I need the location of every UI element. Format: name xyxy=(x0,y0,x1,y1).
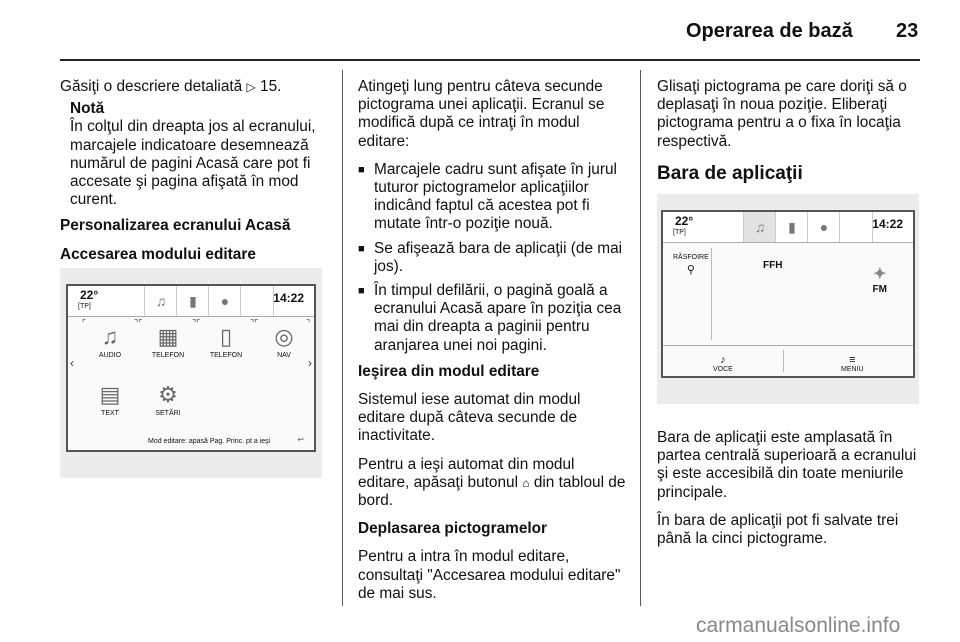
phone-icon: ▮ xyxy=(176,286,209,316)
voice-icon: ♪ xyxy=(720,354,726,366)
back-icon: ↩ xyxy=(297,435,304,444)
frame-marker: ⌝ xyxy=(306,318,311,328)
tile-audio xyxy=(84,322,136,370)
intro-ref-page: 15. xyxy=(260,78,282,95)
edit-mode-intro: Atingeţi lung pentru câteva secunde pictograma unei aplicaţii. Ecranul se modifică după ce intraţi în modul editare: xyxy=(358,78,605,150)
tile-label: TEXT xyxy=(101,410,119,417)
note-title: Notă xyxy=(70,100,105,118)
tile-label: TELEFON xyxy=(151,352,185,359)
frame-marker: ⌜ xyxy=(82,318,87,328)
exit-paragraph-1: Sistemul iese automat din modul editare după câteva secunde de inactivitate. xyxy=(358,391,581,445)
column-divider xyxy=(640,70,641,606)
menu-icon: ≡ xyxy=(849,354,856,366)
radio-wave-icon: ✦ xyxy=(873,266,887,283)
note-block xyxy=(70,100,332,209)
gear-icon: ⚙ xyxy=(158,382,178,407)
bullet-item: ■ În timpul defilării, o pagină goală a ecranului Acasă apare în poziţia cea mai din dreapta a paginii pentru aranjarea unei noi pagini. xyxy=(358,282,626,355)
temperature: 22° xyxy=(675,214,694,228)
scroll-left-icon: ‹ xyxy=(70,356,74,370)
edit-mode-bullets xyxy=(358,161,626,355)
tile-label: SETĂRI xyxy=(155,410,181,417)
exit-text-before: Pentru a ieşi automat din modul editare, apăsaţi butonul xyxy=(358,455,575,491)
band-indicator xyxy=(873,264,887,295)
bullet-item: ■ Marcajele cadru sunt afişate în jurul tuturor pictogramelor aplicaţiilor indicând faptul că acestea pot fi mutate într-o poziţie nouă. xyxy=(358,161,626,234)
column-1 xyxy=(60,78,332,274)
drag-paragraph: Glisaţi pictograma pe care doriţi să o deplasaţi în noua poziţie. Eliberaţi pictograma pentru a o fixa în locaţia respectivă. xyxy=(657,78,907,150)
menu-button xyxy=(841,354,864,373)
tp-indicator: [TP] xyxy=(78,303,91,310)
move-heading: Deplasarea pictogramelor xyxy=(358,520,548,538)
temperature: 22° xyxy=(80,288,99,302)
section-title-app-bar: Bara de aplicaţii xyxy=(657,162,803,184)
search-icon: ⚲ xyxy=(686,264,695,276)
app-bar-screenshot xyxy=(657,194,919,404)
messages-icon: ▤ xyxy=(99,382,121,407)
intro-paragraph xyxy=(60,78,332,96)
heading-personalize: Personalizarea ecranului Acasă xyxy=(60,217,291,235)
menu-label: MENIU xyxy=(841,366,864,373)
panel-divider xyxy=(711,248,712,340)
music-note-icon: ♫ xyxy=(101,324,119,349)
status-bar xyxy=(663,212,913,243)
tp-indicator: [TP] xyxy=(673,229,686,236)
tile-label: TELEFON xyxy=(209,352,243,359)
radio-screen xyxy=(661,210,915,378)
exit-text-after: din tabloul de bord. xyxy=(358,473,626,510)
circle-icon: ● xyxy=(208,286,241,316)
bottom-divider xyxy=(783,350,784,372)
clock: 14:22 xyxy=(273,291,304,305)
header-rule xyxy=(60,59,920,61)
tile-telefon-2 xyxy=(200,322,252,370)
compass-icon: ◎ xyxy=(274,324,294,349)
tile-telefon-1 xyxy=(142,322,194,370)
tile-text xyxy=(84,380,136,428)
edit-mode-screenshot xyxy=(60,268,322,478)
clock: 14:22 xyxy=(872,217,903,231)
app-bar-paragraph-1: Bara de aplicaţii este amplasată în partea centrală superioară a ecranului şi este accesibilă din toate meniurile principale. xyxy=(657,429,917,501)
header-title: Operarea de bază xyxy=(686,20,853,42)
tile-label: NAV xyxy=(277,352,291,359)
heading-edit-mode: Accesarea modului editare xyxy=(60,245,256,263)
info-icon: ● xyxy=(807,212,840,242)
browse-label: RĂSFOIRE xyxy=(673,254,709,261)
tile-nav xyxy=(258,322,310,370)
empty-slot xyxy=(240,286,274,316)
intro-text: Găsiţi o descriere detaliată xyxy=(60,78,243,95)
band-label: FM xyxy=(872,284,887,295)
app-bar-paragraph-2: În bara de aplicaţii pot fi salvate trei până la cinci pictograme. xyxy=(657,511,899,548)
watermark: carmanualsonline.info xyxy=(696,614,901,637)
page-header xyxy=(0,0,960,62)
frame-marker: ⌝⌜ xyxy=(134,318,143,328)
scroll-right-icon: › xyxy=(308,356,312,370)
page-ref-arrow-icon: ▷ xyxy=(246,80,256,94)
bottom-bar xyxy=(663,345,913,376)
frame-marker: ⌝⌜ xyxy=(192,318,201,328)
column-2 xyxy=(358,78,626,613)
station-name: FFH xyxy=(763,260,783,271)
phone-icon: ▮ xyxy=(775,212,808,242)
voice-label: VOCE xyxy=(713,366,733,373)
home-screen-edit xyxy=(66,284,316,452)
keypad-icon: ▦ xyxy=(157,324,179,349)
exit-paragraph-2 xyxy=(358,456,626,511)
tile-setari xyxy=(142,380,194,428)
exit-heading: Ieşirea din modul editare xyxy=(358,362,540,380)
phone-icon: ▯ xyxy=(219,324,233,349)
frame-marker: ⌝⌜ xyxy=(250,318,259,328)
page-number: 23 xyxy=(896,20,919,42)
edit-mode-hint: Mod editare: apasă Pag. Princ. pt a ieşi xyxy=(148,438,271,445)
bullet-item: ■ Se afişează bara de aplicaţii (de mai jos). xyxy=(358,240,626,276)
note-text: În colţul din dreapta jos al ecranului, marcajele indicatoare desemnează numărul de pagini Acasă care pot fi accesate şi pagina afişată în mod curent. xyxy=(70,118,316,209)
home-button-icon: ⌂ xyxy=(522,475,530,490)
tile-label: AUDIO xyxy=(98,352,122,359)
music-note-icon: ♫ xyxy=(743,212,776,242)
column-divider xyxy=(342,70,343,606)
music-note-icon: ♫ xyxy=(144,286,177,316)
status-bar xyxy=(68,286,314,317)
move-paragraph: Pentru a intra în modul editare, consultaţi "Accesarea modului editare" de mai sus. xyxy=(358,548,621,602)
voice-button xyxy=(713,354,733,373)
browse-button xyxy=(673,254,709,276)
empty-slot xyxy=(839,212,873,242)
